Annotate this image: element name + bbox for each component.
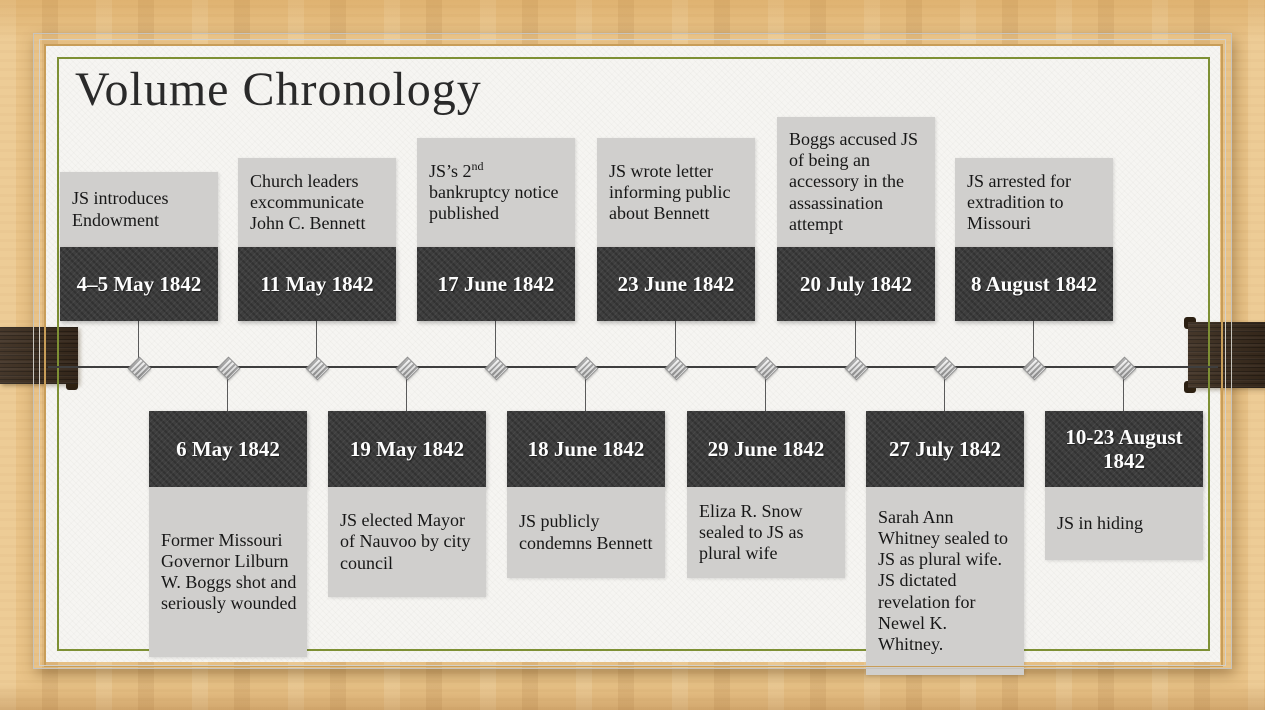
event-description: JS introduces Endowment — [72, 188, 169, 230]
event-date: 6 May 1842 — [176, 436, 280, 461]
event-description: JS arrested for extradition to Missouri — [967, 170, 1071, 234]
event-description: Boggs accused JS of being an accessory in the assassination attempt — [789, 128, 918, 234]
event-date: 20 July 1842 — [799, 271, 912, 296]
event-date: 10-23 August 1842 — [1065, 424, 1183, 473]
event-description: Church leaders excommunicate John C. Bennett — [250, 170, 366, 234]
event-date: 29 June 1842 — [707, 436, 825, 461]
event-description-box — [328, 487, 486, 597]
event-date-box — [1045, 411, 1203, 487]
event-description: JS elected Mayor of Nauvoo by city council — [340, 510, 471, 573]
event-date: 11 May 1842 — [260, 271, 374, 296]
event-description: JS’s 2nd bankruptcy notice published — [429, 158, 559, 224]
event-date: 19 May 1842 — [349, 436, 465, 461]
event-date: 18 June 1842 — [527, 436, 645, 461]
event-date: 8 August 1842 — [970, 271, 1098, 296]
event-description-box — [866, 487, 1024, 675]
event-description: Former Missouri Governor Lilburn W. Boggs shot and seriously wounded — [161, 529, 297, 614]
event-description: JS publicly condemns Bennett — [519, 511, 653, 553]
event-description: Sarah Ann Whitney sealed to JS as plural wife. JS dictated revelation for Newel K. Whitney. — [878, 506, 1008, 655]
event-description-box — [687, 487, 845, 578]
event-date: 4–5 May 1842 — [76, 271, 202, 296]
event-date-box — [149, 411, 307, 487]
event-date-box — [866, 411, 1024, 487]
event-date-box — [687, 411, 845, 487]
event-description-box — [507, 487, 665, 578]
event-description: JS in hiding — [1057, 512, 1144, 533]
event-date: 17 June 1842 — [437, 271, 555, 296]
event-date-box — [507, 411, 665, 487]
slide-title: Volume Chronology — [75, 63, 482, 116]
event-date: 27 July 1842 — [888, 436, 1001, 461]
event-description-box — [1045, 487, 1203, 560]
event-description: JS wrote letter informing public about Bennett — [609, 160, 731, 224]
event-description: Eliza R. Snow sealed to JS as plural wife — [699, 500, 804, 564]
event-date-box — [328, 411, 486, 487]
event-date: 23 June 1842 — [617, 271, 735, 296]
event-description-box — [149, 487, 307, 657]
